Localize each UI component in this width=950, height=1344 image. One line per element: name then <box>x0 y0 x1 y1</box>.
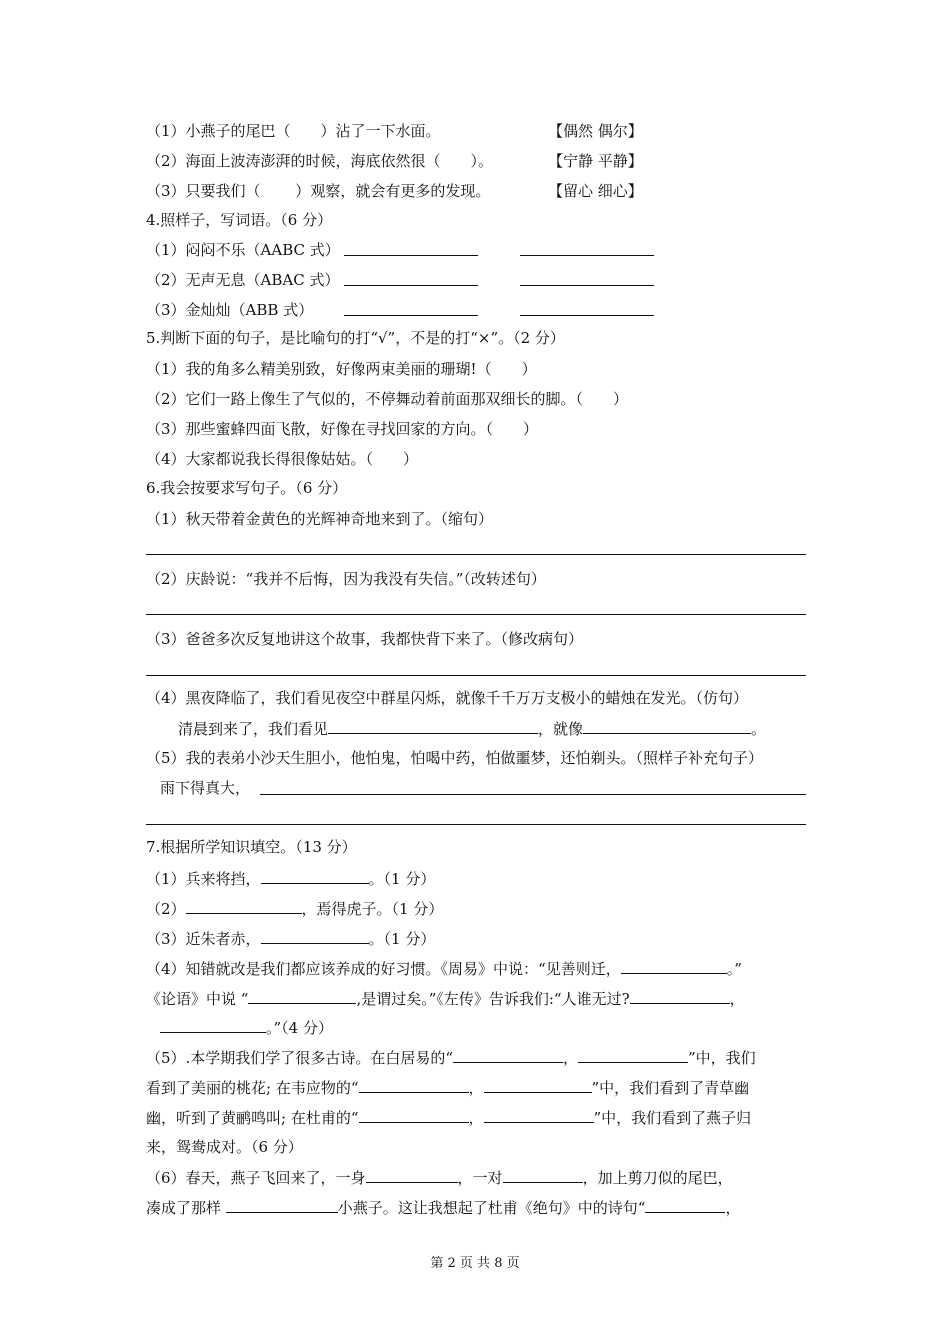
q4-blank-2a[interactable] <box>344 270 478 286</box>
q7-line-8-sep: ， <box>468 1079 484 1097</box>
q6-answer-line-2[interactable] <box>146 614 806 615</box>
page-number: 第 2 页 共 8 页 <box>430 1256 520 1271</box>
q7-line-8-text: 看到了美丽的桃花; 在韦应物的“ <box>146 1079 359 1097</box>
q3-item-2: （2）海面上波涛澎湃的时候，海底依然很（ ）。 <box>146 152 494 170</box>
q7-blank-3[interactable] <box>261 928 369 944</box>
q5-item-4: （4）大家都说我长得很像姑姑。（ ） <box>146 450 419 468</box>
q3-option-2: 【宁静 平静】 <box>548 152 643 170</box>
q4-blank-2b[interactable] <box>520 270 654 286</box>
q7-title: 7.根据所学知识填空。（13 分） <box>146 838 357 856</box>
q7-line-9-text: 幽，听到了黄鹂鸣叫; 在杜甫的“ <box>146 1109 359 1127</box>
q7-line-9-end: ”中，我们看到了燕子归 <box>593 1109 752 1127</box>
q7-line-8-end: ”中，我们看到了青草幽 <box>591 1079 750 1097</box>
q7-blank-16[interactable] <box>226 1197 338 1213</box>
q7-line-11-mid: ，一对 <box>457 1169 503 1187</box>
q7-line-12 <box>146 1197 740 1218</box>
q7-line-12-text: 凑成了那样 <box>146 1199 226 1217</box>
q6-item-1: （1）秋天带着金黄色的光辉神奇地来到了。（缩句） <box>146 510 494 528</box>
q6-item-4-imitation <box>178 718 766 739</box>
q6-title: 6.我会按要求写句子。（6 分） <box>146 479 348 497</box>
q4-blank-1a[interactable] <box>344 240 478 256</box>
q6-item-4: （4）黑夜降临了，我们看见夜空中群星闪烁，就像千千万万支极小的蜡烛在发光。（仿句） <box>146 689 749 707</box>
q7-line-2 <box>146 898 443 919</box>
q7-line-11-text: （6）春天，燕子飞回来了，一身 <box>146 1169 366 1187</box>
q7-blank-11[interactable] <box>484 1077 592 1093</box>
q6-answer-line-1[interactable] <box>146 554 806 555</box>
q7-blank-10[interactable] <box>359 1077 469 1093</box>
q7-blank-8[interactable] <box>453 1047 563 1063</box>
q7-blank-17[interactable] <box>645 1197 725 1213</box>
q5-item-3: （3）那些蜜蜂四面飞散，好像在寻找回家的方向。（ ） <box>146 420 539 438</box>
q7-line-7-text: （5）.本学期我们学了很多古诗。在白居易的“ <box>146 1049 453 1067</box>
q7-line-12-mid: 小燕子。这让我想起了杜甫《绝句》中的诗句“ <box>337 1199 646 1217</box>
q7-line-7-end: ”中，我们 <box>688 1049 756 1067</box>
q7-line-3-score: 。（1 分） <box>368 930 436 948</box>
q6-item-4-blank-2[interactable] <box>583 718 751 734</box>
q6-item-2: （2）庆龄说：“我并不后悔，因为我没有失信。”（改转述句） <box>146 570 546 588</box>
q7-line-7 <box>146 1047 756 1068</box>
q7-blank-1[interactable] <box>261 868 369 884</box>
q7-blank-12[interactable] <box>359 1107 469 1123</box>
q7-line-4-text: （4）知错就改是我们都应该养成的好习惯。《周易》中说：“见善则迁， <box>146 960 621 978</box>
q7-line-5 <box>146 988 745 1009</box>
q7-blank-5[interactable] <box>248 988 356 1004</box>
q7-line-5-text: 《论语》中说 “ <box>146 990 249 1008</box>
q7-line-8 <box>146 1077 749 1098</box>
q7-line-1-score: 。（1 分） <box>368 870 436 888</box>
q7-line-3 <box>146 928 435 949</box>
q3-item-3: （3）只要我们（ ）观察，就会有更多的发现。 <box>146 182 491 200</box>
q7-line-6 <box>160 1017 333 1038</box>
q6-item-5: （5）我的表弟小沙天生胆小，他怕鬼，怕喝中药，怕做噩梦，还怕剃头。（照样子补充句子） <box>146 749 764 767</box>
q7-blank-13[interactable] <box>484 1107 594 1123</box>
q7-line-4 <box>146 958 742 979</box>
q6-item-5-prefix: 雨下得真大， <box>160 779 251 797</box>
q7-blank-6[interactable] <box>630 988 730 1004</box>
q7-line-11 <box>146 1167 733 1188</box>
q7-line-7-sep: ， <box>562 1049 578 1067</box>
q6-item-4-mid: ，就像 <box>538 720 584 738</box>
q7-blank-14[interactable] <box>366 1167 458 1183</box>
q7-line-3-text: （3）近朱者赤， <box>146 930 261 948</box>
q6-item-3: （3）爸爸多次反复地讲这个故事，我都快背下来了。（修改病句） <box>146 630 584 648</box>
q7-line-6-score: 。”（4 分） <box>266 1019 333 1037</box>
q6-answer-line-3[interactable] <box>146 675 806 676</box>
q7-line-1-text: （1）兵来将挡， <box>146 870 261 888</box>
q6-answer-line-5[interactable] <box>146 824 806 825</box>
q6-item-5-blank[interactable] <box>260 779 806 795</box>
q7-line-5-mid: ,是谓过矣。”《左传》告诉我们:“人谁无过? <box>356 990 630 1008</box>
q7-line-11-end: ，加上剪刀似的尾巴， <box>582 1169 733 1187</box>
q7-blank-15[interactable] <box>503 1167 583 1183</box>
q7-line-12-end: ， <box>725 1199 741 1217</box>
q4-blank-3a[interactable] <box>344 300 478 316</box>
q5-item-1: （1）我的角多么精美别致，好像两束美丽的珊瑚!（ ） <box>146 360 537 378</box>
q7-blank-7[interactable] <box>160 1017 266 1033</box>
q6-item-4-blank-1[interactable] <box>328 718 538 734</box>
q7-line-2-num: （2） <box>146 900 186 918</box>
q5-title: 5.判断下面的句子，是比喻句的打“√”，不是的打“×”。（2 分） <box>146 329 565 347</box>
q4-item-3: （3）金灿灿（ABB 式） <box>146 301 314 319</box>
q7-line-9 <box>146 1107 751 1128</box>
q4-blank-1b[interactable] <box>520 240 654 256</box>
q7-blank-9[interactable] <box>578 1047 688 1063</box>
q7-line-2-text: ，焉得虎子。（1 分） <box>301 900 444 918</box>
q7-line-5-end: ， <box>729 990 745 1008</box>
q7-line-9-sep: ， <box>468 1109 484 1127</box>
q6-item-4-end: 。 <box>751 720 767 738</box>
q7-line-4-end: 。” <box>726 960 742 978</box>
q6-item-4-prefix: 清晨到来了，我们看见 <box>178 720 329 738</box>
q7-line-10: 来，鸳鸯成对。（6 分） <box>146 1138 303 1156</box>
q4-title: 4.照样子，写词语。（6 分） <box>146 211 333 229</box>
q3-option-3: 【留心 细心】 <box>548 182 643 200</box>
q5-item-2: （2）它们一路上像生了气似的，不停舞动着前面那双细长的脚。（ ） <box>146 390 629 408</box>
q7-blank-2[interactable] <box>186 898 302 914</box>
q7-line-1 <box>146 868 435 889</box>
q4-item-1: （1）闷闷不乐（AABC 式） <box>146 241 340 259</box>
q3-option-1: 【偶然 偶尔】 <box>548 122 643 140</box>
q7-blank-4[interactable] <box>621 958 727 974</box>
q4-blank-3b[interactable] <box>520 300 654 316</box>
q3-item-1: （1）小燕子的尾巴（ ）沾了一下水面。 <box>146 122 441 140</box>
q4-item-2: （2）无声无息（ABAC 式） <box>146 271 340 289</box>
